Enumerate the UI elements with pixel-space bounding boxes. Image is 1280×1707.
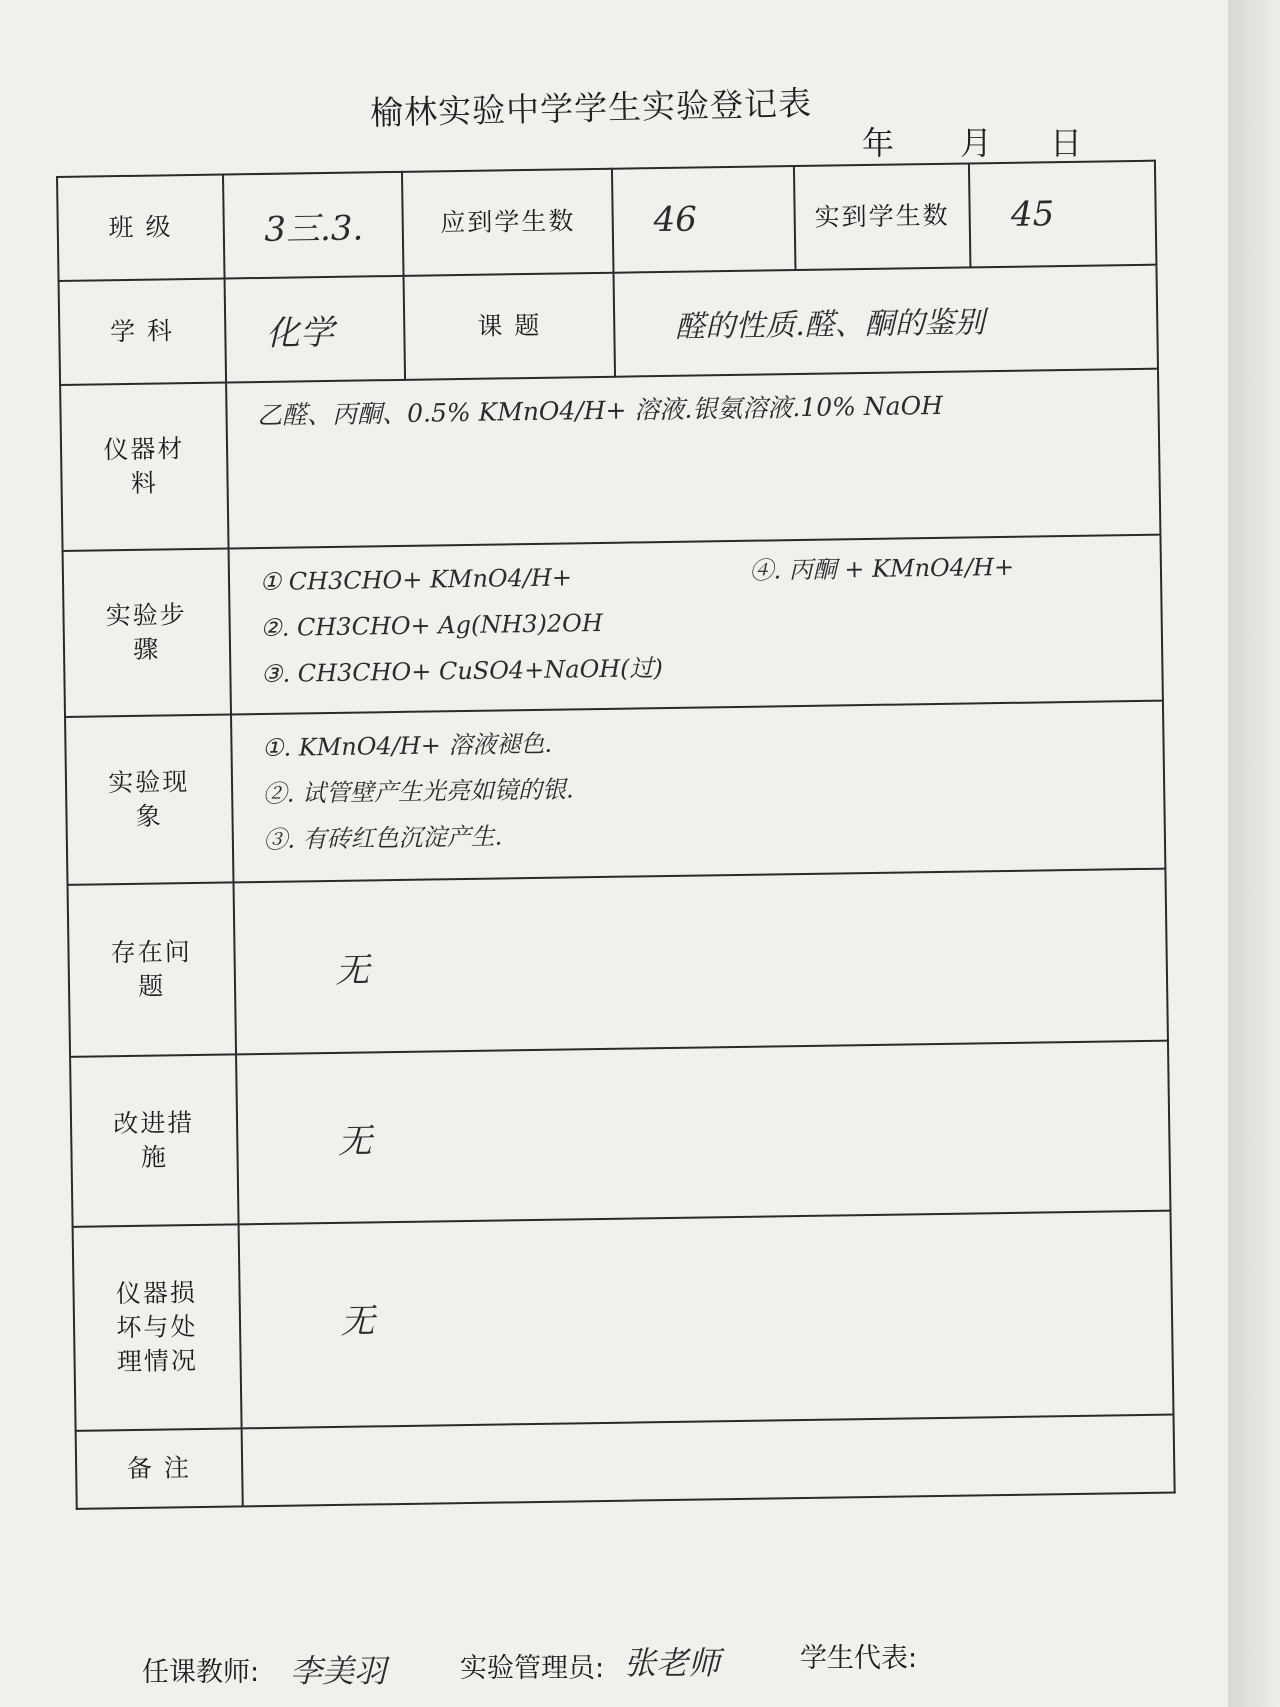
problems-label: 存在问题 xyxy=(68,882,236,1056)
row-damage xyxy=(73,1211,1174,1431)
materials-label: 仪器材料 xyxy=(60,383,228,551)
teacher-label: 任课教师: xyxy=(142,1657,260,1688)
step-4: ④. 丙酮 + KMnO4/H+ xyxy=(749,552,1015,585)
row-problems xyxy=(68,869,1168,1057)
step-1: ① CH3CHO+ KMnO4/H+ xyxy=(259,563,573,597)
actual-students-label: 实到学生数 xyxy=(794,163,971,270)
paper-edge xyxy=(1228,0,1280,1707)
class-label: 班 级 xyxy=(57,175,224,281)
class-value: 3三.3. xyxy=(223,172,404,279)
steps-cell xyxy=(228,535,1163,715)
row-subject xyxy=(59,265,1158,385)
step-2: ②. CH3CHO+ Ag(NH3)2OH xyxy=(260,608,603,643)
steps-label: 实验步骤 xyxy=(63,548,231,716)
subject-label: 学 科 xyxy=(59,279,226,385)
topic-value: 醛的性质.醛、酮的鉴别 xyxy=(613,265,1158,377)
date-year-label: 年 xyxy=(862,124,895,162)
topic-label: 课 题 xyxy=(404,273,615,380)
actual-students-value: 45 xyxy=(969,161,1156,268)
improvements-label: 改进措施 xyxy=(70,1054,238,1226)
materials-cell xyxy=(226,369,1161,549)
student-rep-label: 学生代表: xyxy=(800,1643,918,1674)
admin-signature: 张老师 xyxy=(624,1644,721,1682)
damage-value: 无 xyxy=(238,1211,1173,1429)
problems-value: 无 xyxy=(233,869,1168,1055)
admin-label: 实验管理员: xyxy=(460,1653,605,1684)
phenomenon-3: ③. 有砖红色沉淀产生. xyxy=(263,822,503,854)
damage-label: 仪器损坏与处理情况 xyxy=(73,1224,242,1430)
date-month-label: 月 xyxy=(960,124,993,162)
date-day-label: 日 xyxy=(1050,124,1083,162)
materials-value: 乙醛、丙酮、0.5% KMnO4/H+ 溶液.银氨溶液.10% NaOH xyxy=(256,390,944,431)
expected-students-value: 46 xyxy=(612,166,795,273)
row-materials xyxy=(60,369,1160,551)
improvements-value: 无 xyxy=(236,1041,1171,1225)
phenomena-cell xyxy=(231,701,1166,883)
row-class xyxy=(57,161,1156,281)
phenomena-label: 实验现象 xyxy=(65,714,233,884)
registration-table xyxy=(56,160,1176,1510)
phenomenon-2: ②. 试管壁产生光亮如镜的银. xyxy=(262,775,574,808)
step-3: ③. CH3CHO+ CuSO4+NaOH(过) xyxy=(260,654,664,689)
expected-students-label: 应到学生数 xyxy=(402,169,613,276)
subject-value: 化学 xyxy=(224,276,405,383)
form-title: 榆林实验中学学生实验登记表 xyxy=(369,83,813,133)
phenomenon-1: ①. KMnO4/H+ 溶液褪色. xyxy=(261,729,553,763)
remarks-value xyxy=(241,1415,1175,1507)
row-phenomena xyxy=(65,701,1165,885)
row-improvements xyxy=(70,1041,1170,1227)
teacher-signature: 李美羽 xyxy=(290,1652,387,1690)
row-steps xyxy=(63,535,1163,717)
remarks-label: 备 注 xyxy=(76,1428,243,1508)
row-remarks xyxy=(76,1415,1175,1509)
